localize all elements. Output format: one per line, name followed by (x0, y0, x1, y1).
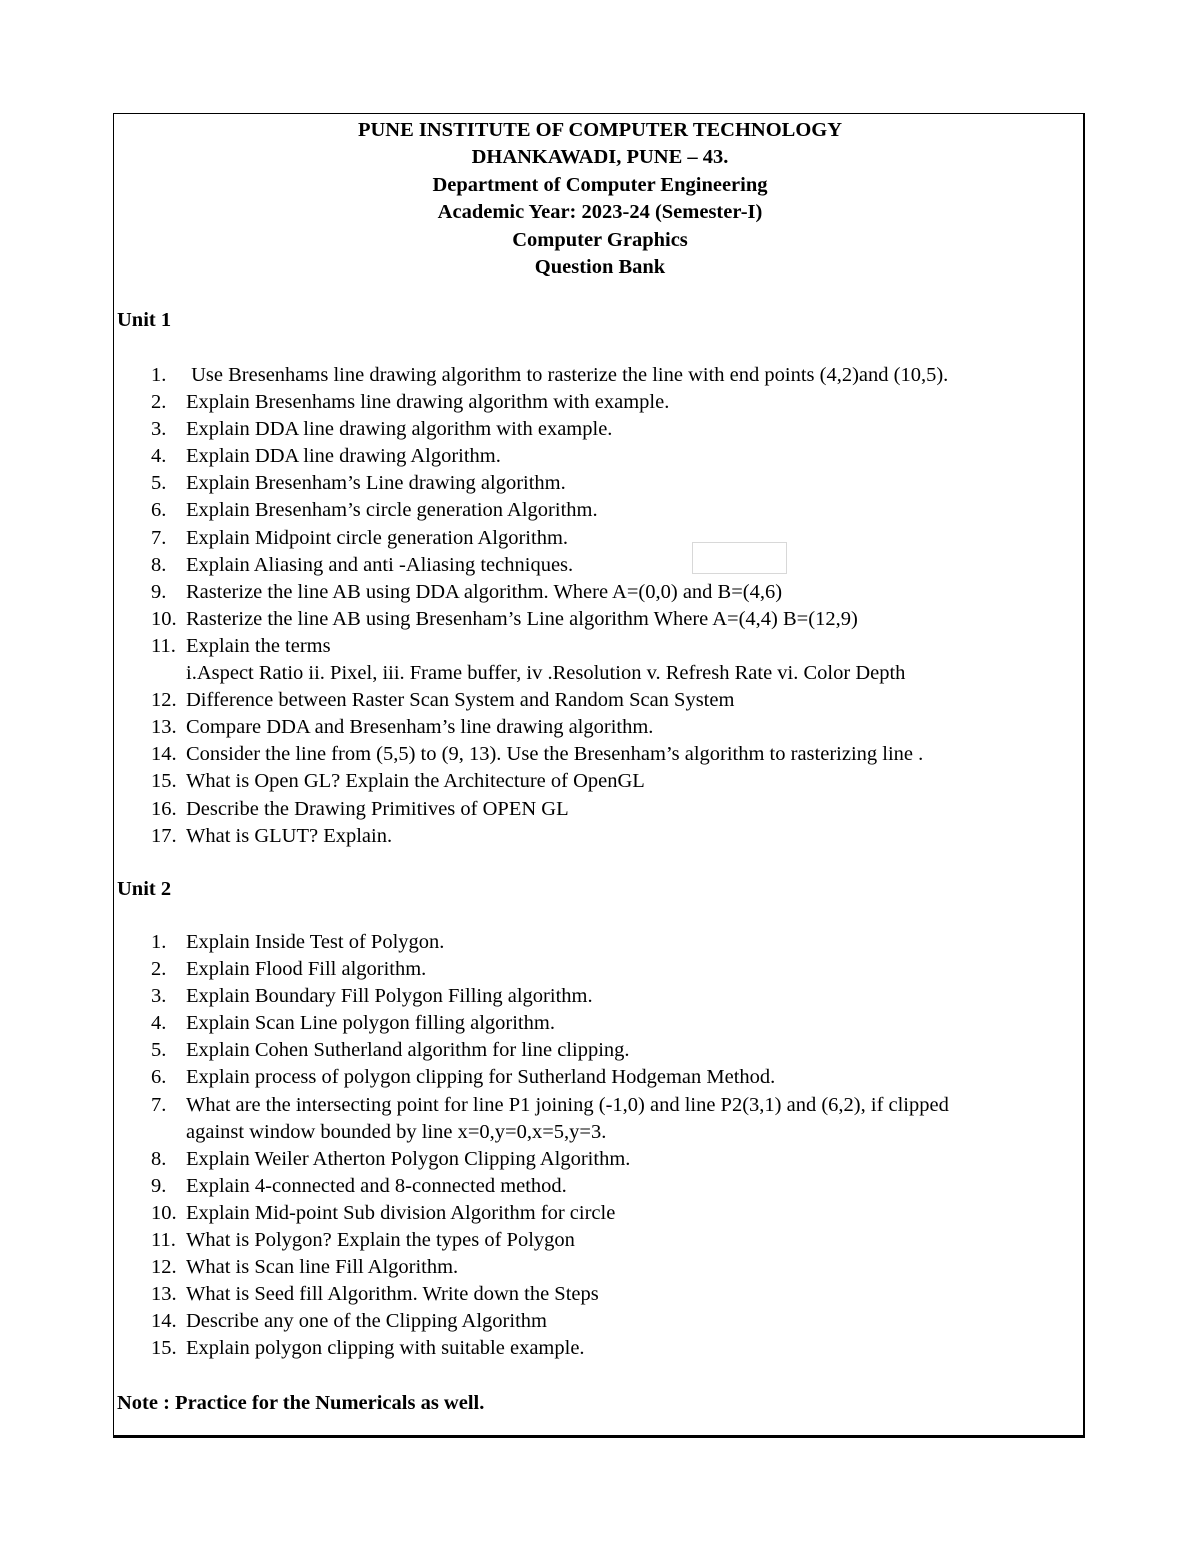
question-text: Explain Midpoint circle generation Algorithm. (186, 526, 569, 549)
question-item (117, 1227, 1077, 1254)
question-number: 5. (151, 472, 167, 495)
question-number: 14. (151, 1310, 177, 1333)
question-number: 14. (151, 743, 177, 766)
question-number: 10. (151, 607, 177, 630)
question-number: 17. (151, 824, 177, 847)
question-item (117, 606, 1077, 633)
question-item (117, 497, 1077, 524)
question-number: 12. (151, 689, 177, 712)
question-item (117, 714, 1077, 741)
question-item (117, 1308, 1077, 1335)
question-item (117, 796, 1077, 823)
question-continuation: against window bounded by line x=0,y=0,x=5,y=3. (186, 1120, 607, 1143)
question-item (117, 1037, 1077, 1064)
institute-address: DHANKAWADI, PUNE – 43. (471, 146, 729, 169)
question-number: 9. (151, 580, 167, 603)
question-item (117, 741, 1077, 768)
question-item (117, 1335, 1077, 1362)
unit-2-question-list (117, 929, 1077, 1363)
question-text: Explain 4-connected and 8-connected method. (186, 1174, 567, 1197)
question-text: Use Bresenhams line drawing algorithm to rasterize the line with end points (4,2)and (10,5). (186, 364, 949, 386)
question-item (117, 1173, 1077, 1200)
question-text: Difference between Raster Scan System and Random Scan System (186, 689, 735, 712)
question-text: Explain Cohen Sutherland algorithm for line clipping. (186, 1039, 630, 1062)
question-item (117, 579, 1077, 606)
question-item (117, 687, 1077, 714)
question-text: What are the intersecting point for line P1 joining (-1,0) and line P2(3,1) and (6,2), if clipped (186, 1093, 949, 1116)
question-number: 6. (151, 499, 167, 522)
question-text: Explain Scan Line polygon filling algorithm. (186, 1012, 555, 1035)
question-item (117, 1254, 1077, 1281)
question-item (117, 1064, 1077, 1091)
question-number: 16. (151, 797, 177, 820)
question-item (117, 552, 1077, 579)
question-continuation: i.Aspect Ratio ii. Pixel, iii. Frame buffer, iv .Resolution v. Refresh Rate vi. Color Depth (186, 662, 906, 685)
question-number: 5. (151, 1039, 167, 1062)
question-text: Rasterize the line AB using Bresenham’s Line algorithm Where A=(4,4) B=(12,9) (186, 607, 858, 630)
department-name: Department of Computer Engineering (432, 173, 768, 196)
question-item (117, 983, 1077, 1010)
question-number: 4. (151, 445, 167, 468)
question-number: 12. (151, 1256, 177, 1279)
question-text: Compare DDA and Bresenham’s line drawing algorithm. (186, 716, 654, 739)
question-number: 7. (151, 1093, 167, 1116)
question-text: What is Open GL? Explain the Architecture of OpenGL (186, 770, 645, 793)
question-item (117, 362, 1077, 389)
question-text: What is Scan line Fill Algorithm. (186, 1256, 459, 1279)
question-item (117, 956, 1077, 983)
question-item (117, 443, 1077, 470)
question-number: 11. (151, 1229, 176, 1252)
question-number: 15. (151, 1337, 177, 1360)
question-text: Describe the Drawing Primitives of OPEN GL (186, 797, 569, 820)
question-text: What is Polygon? Explain the types of Polygon (186, 1229, 575, 1252)
question-number: 7. (151, 526, 167, 549)
question-number: 10. (151, 1201, 177, 1224)
question-item (117, 1200, 1077, 1227)
question-text: Explain the terms (186, 634, 331, 657)
question-number: 15. (151, 770, 177, 793)
question-text: Explain polygon clipping with suitable example. (186, 1337, 585, 1360)
question-text: Explain DDA line drawing algorithm with example. (186, 418, 613, 441)
question-number: 8. (151, 553, 167, 576)
question-item (117, 389, 1077, 416)
question-number: 3. (151, 418, 167, 441)
question-number: 2. (151, 391, 167, 414)
question-text: Explain Flood Fill algorithm. (186, 958, 427, 981)
question-text: What is GLUT? Explain. (186, 824, 393, 847)
question-item (117, 1146, 1077, 1173)
question-text: Explain Mid-point Sub division Algorithm for circle (186, 1201, 616, 1224)
question-text: Explain process of polygon clipping for Sutherland Hodgeman Method. (186, 1066, 776, 1089)
question-item (117, 1281, 1077, 1308)
question-item (117, 633, 1077, 687)
question-text: Describe any one of the Clipping Algorithm (186, 1310, 547, 1333)
question-text: Explain Bresenham’s Line drawing algorithm. (186, 472, 566, 495)
question-number: 2. (151, 958, 167, 981)
question-item (117, 470, 1077, 497)
document-title: Question Bank (534, 256, 666, 279)
question-item (117, 1092, 1077, 1146)
empty-text-box (692, 542, 787, 574)
question-item (117, 1010, 1077, 1037)
question-number: 1. (151, 364, 167, 386)
subject-name: Computer Graphics (512, 228, 688, 251)
question-text: Explain Bresenham’s circle generation Algorithm. (186, 499, 598, 522)
question-text: Consider the line from (5,5) to (9, 13). Use the Bresenham’s algorithm to rasterizing line . (186, 743, 924, 766)
practice-note: Note : Practice for the Numericals as well. (117, 1392, 485, 1414)
question-number: 11. (151, 634, 176, 657)
question-text: Explain Inside Test of Polygon. (186, 931, 445, 953)
unit-2-heading: Unit 2 (117, 878, 172, 900)
question-item (117, 823, 1077, 850)
question-text: Explain Weiler Atherton Polygon Clipping Algorithm. (186, 1147, 631, 1170)
question-number: 3. (151, 985, 167, 1008)
question-number: 4. (151, 1012, 167, 1035)
question-text: Explain Aliasing and anti -Aliasing techniques. (186, 553, 574, 576)
question-text: Rasterize the line AB using DDA algorithm. Where A=(0,0) and B=(4,6) (186, 580, 783, 603)
question-number: 6. (151, 1066, 167, 1089)
question-number: 8. (151, 1147, 167, 1170)
question-number: 13. (151, 1283, 177, 1306)
institute-name: PUNE INSTITUTE OF COMPUTER TECHNOLOGY (357, 119, 843, 141)
question-text: Explain Bresenhams line drawing algorithm with example. (186, 391, 670, 414)
question-number: 13. (151, 716, 177, 739)
question-text: Explain DDA line drawing Algorithm. (186, 445, 501, 468)
document-header (0, 117, 1200, 281)
question-number: 9. (151, 1174, 167, 1197)
question-item (117, 929, 1077, 956)
question-item (117, 416, 1077, 443)
question-item (117, 525, 1077, 552)
question-text: What is Seed fill Algorithm. Write down the Steps (186, 1283, 599, 1306)
unit-1-question-list (117, 362, 1077, 850)
question-text: Explain Boundary Fill Polygon Filling algorithm. (186, 985, 593, 1008)
question-item (117, 768, 1077, 795)
academic-year: Academic Year: 2023-24 (Semester-I) (437, 201, 763, 224)
unit-1-heading: Unit 1 (117, 309, 172, 331)
question-number: 1. (151, 931, 167, 953)
